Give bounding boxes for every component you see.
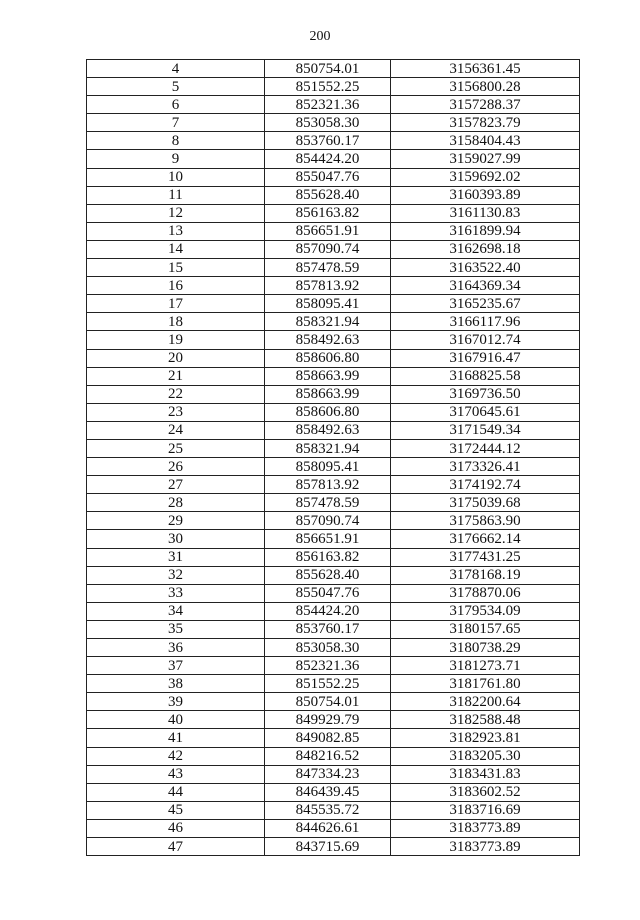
y-coordinate-cell: 3163522.40 <box>391 259 580 277</box>
point-number-cell: 33 <box>87 584 265 602</box>
point-number-cell: 20 <box>87 349 265 367</box>
y-coordinate-cell: 3159692.02 <box>391 168 580 186</box>
table-row <box>87 186 580 204</box>
point-number-cell: 16 <box>87 277 265 295</box>
y-coordinate-cell: 3183205.30 <box>391 747 580 765</box>
point-number-cell: 24 <box>87 421 265 439</box>
table-row <box>87 349 580 367</box>
point-number-cell: 15 <box>87 259 265 277</box>
table-row <box>87 331 580 349</box>
y-coordinate-cell: 3183716.69 <box>391 801 580 819</box>
table-row <box>87 801 580 819</box>
table-row <box>87 675 580 693</box>
x-coordinate-cell: 854424.20 <box>265 602 391 620</box>
x-coordinate-cell: 855628.40 <box>265 186 391 204</box>
table-row <box>87 512 580 530</box>
y-coordinate-cell: 3181761.80 <box>391 675 580 693</box>
x-coordinate-cell: 851552.25 <box>265 675 391 693</box>
y-coordinate-cell: 3167012.74 <box>391 331 580 349</box>
x-coordinate-cell: 853760.17 <box>265 620 391 638</box>
table-row <box>87 548 580 566</box>
table-row <box>87 458 580 476</box>
point-number-cell: 8 <box>87 132 265 150</box>
point-number-cell: 31 <box>87 548 265 566</box>
x-coordinate-cell: 856163.82 <box>265 548 391 566</box>
x-coordinate-cell: 850754.01 <box>265 693 391 711</box>
table-row <box>87 584 580 602</box>
y-coordinate-cell: 3159027.99 <box>391 150 580 168</box>
x-coordinate-cell: 858095.41 <box>265 295 391 313</box>
y-coordinate-cell: 3178870.06 <box>391 584 580 602</box>
point-number-cell: 21 <box>87 367 265 385</box>
x-coordinate-cell: 852321.36 <box>265 96 391 114</box>
point-number-cell: 18 <box>87 313 265 331</box>
x-coordinate-cell: 844626.61 <box>265 819 391 837</box>
table-row <box>87 765 580 783</box>
x-coordinate-cell: 857478.59 <box>265 494 391 512</box>
y-coordinate-cell: 3182923.81 <box>391 729 580 747</box>
x-coordinate-cell: 855047.76 <box>265 168 391 186</box>
x-coordinate-cell: 858321.94 <box>265 313 391 331</box>
table-row <box>87 711 580 729</box>
x-coordinate-cell: 849929.79 <box>265 711 391 729</box>
y-coordinate-cell: 3183773.89 <box>391 838 580 856</box>
table-row <box>87 639 580 657</box>
table-row <box>87 385 580 403</box>
x-coordinate-cell: 858321.94 <box>265 439 391 457</box>
y-coordinate-cell: 3161899.94 <box>391 222 580 240</box>
table-row <box>87 367 580 385</box>
table-row <box>87 240 580 258</box>
point-number-cell: 40 <box>87 711 265 729</box>
x-coordinate-cell: 858663.99 <box>265 385 391 403</box>
y-coordinate-cell: 3181273.71 <box>391 657 580 675</box>
table-row <box>87 60 580 78</box>
table-row <box>87 313 580 331</box>
table-row <box>87 494 580 512</box>
y-coordinate-cell: 3165235.67 <box>391 295 580 313</box>
point-number-cell: 5 <box>87 78 265 96</box>
x-coordinate-cell: 845535.72 <box>265 801 391 819</box>
y-coordinate-cell: 3176662.14 <box>391 530 580 548</box>
y-coordinate-cell: 3174192.74 <box>391 476 580 494</box>
table-row <box>87 114 580 132</box>
point-number-cell: 27 <box>87 476 265 494</box>
y-coordinate-cell: 3158404.43 <box>391 132 580 150</box>
page-number: 200 <box>309 29 331 44</box>
point-number-cell: 30 <box>87 530 265 548</box>
table-row <box>87 96 580 114</box>
table-row <box>87 78 580 96</box>
y-coordinate-cell: 3173326.41 <box>391 458 580 476</box>
point-number-cell: 9 <box>87 150 265 168</box>
x-coordinate-cell: 857478.59 <box>265 259 391 277</box>
point-number-cell: 26 <box>87 458 265 476</box>
y-coordinate-cell: 3170645.61 <box>391 403 580 421</box>
y-coordinate-cell: 3171549.34 <box>391 421 580 439</box>
point-number-cell: 34 <box>87 602 265 620</box>
y-coordinate-cell: 3179534.09 <box>391 602 580 620</box>
y-coordinate-cell: 3178168.19 <box>391 566 580 584</box>
table-row <box>87 783 580 801</box>
point-number-cell: 28 <box>87 494 265 512</box>
table-row <box>87 657 580 675</box>
y-coordinate-cell: 3183773.89 <box>391 819 580 837</box>
table-row <box>87 439 580 457</box>
y-coordinate-cell: 3182588.48 <box>391 711 580 729</box>
x-coordinate-cell: 854424.20 <box>265 150 391 168</box>
y-coordinate-cell: 3156361.45 <box>391 60 580 78</box>
x-coordinate-cell: 851552.25 <box>265 78 391 96</box>
point-number-cell: 46 <box>87 819 265 837</box>
point-number-cell: 35 <box>87 620 265 638</box>
point-number-cell: 19 <box>87 331 265 349</box>
y-coordinate-cell: 3180738.29 <box>391 639 580 657</box>
point-number-cell: 43 <box>87 765 265 783</box>
y-coordinate-cell: 3182200.64 <box>391 693 580 711</box>
table-row <box>87 476 580 494</box>
y-coordinate-cell: 3169736.50 <box>391 385 580 403</box>
table-row <box>87 819 580 837</box>
table-row <box>87 295 580 313</box>
point-number-cell: 29 <box>87 512 265 530</box>
x-coordinate-cell: 853760.17 <box>265 132 391 150</box>
x-coordinate-cell: 858606.80 <box>265 349 391 367</box>
table-row <box>87 403 580 421</box>
x-coordinate-cell: 858492.63 <box>265 331 391 349</box>
y-coordinate-cell: 3162698.18 <box>391 240 580 258</box>
table-row <box>87 168 580 186</box>
table-row <box>87 566 580 584</box>
point-number-cell: 42 <box>87 747 265 765</box>
x-coordinate-cell: 848216.52 <box>265 747 391 765</box>
x-coordinate-cell: 857090.74 <box>265 240 391 258</box>
y-coordinate-cell: 3160393.89 <box>391 186 580 204</box>
point-number-cell: 17 <box>87 295 265 313</box>
y-coordinate-cell: 3180157.65 <box>391 620 580 638</box>
y-coordinate-cell: 3166117.96 <box>391 313 580 331</box>
x-coordinate-cell: 850754.01 <box>265 60 391 78</box>
y-coordinate-cell: 3172444.12 <box>391 439 580 457</box>
y-coordinate-cell: 3164369.34 <box>391 277 580 295</box>
table-row <box>87 620 580 638</box>
x-coordinate-cell: 843715.69 <box>265 838 391 856</box>
point-number-cell: 13 <box>87 222 265 240</box>
point-number-cell: 12 <box>87 204 265 222</box>
coordinates-table <box>86 59 580 856</box>
y-coordinate-cell: 3161130.83 <box>391 204 580 222</box>
point-number-cell: 25 <box>87 439 265 457</box>
point-number-cell: 4 <box>87 60 265 78</box>
point-number-cell: 11 <box>87 186 265 204</box>
point-number-cell: 41 <box>87 729 265 747</box>
table-row <box>87 277 580 295</box>
x-coordinate-cell: 852321.36 <box>265 657 391 675</box>
x-coordinate-cell: 858492.63 <box>265 421 391 439</box>
point-number-cell: 45 <box>87 801 265 819</box>
x-coordinate-cell: 855628.40 <box>265 566 391 584</box>
point-number-cell: 23 <box>87 403 265 421</box>
x-coordinate-cell: 857813.92 <box>265 476 391 494</box>
x-coordinate-cell: 847334.23 <box>265 765 391 783</box>
table-row <box>87 747 580 765</box>
table-row <box>87 421 580 439</box>
x-coordinate-cell: 857813.92 <box>265 277 391 295</box>
point-number-cell: 39 <box>87 693 265 711</box>
x-coordinate-cell: 858606.80 <box>265 403 391 421</box>
table-row <box>87 838 580 856</box>
point-number-cell: 22 <box>87 385 265 403</box>
x-coordinate-cell: 846439.45 <box>265 783 391 801</box>
y-coordinate-cell: 3157823.79 <box>391 114 580 132</box>
table-row <box>87 204 580 222</box>
y-coordinate-cell: 3168825.58 <box>391 367 580 385</box>
y-coordinate-cell: 3183431.83 <box>391 765 580 783</box>
x-coordinate-cell: 856163.82 <box>265 204 391 222</box>
table-row <box>87 150 580 168</box>
x-coordinate-cell: 856651.91 <box>265 530 391 548</box>
table-row <box>87 259 580 277</box>
y-coordinate-cell: 3157288.37 <box>391 96 580 114</box>
point-number-cell: 14 <box>87 240 265 258</box>
point-number-cell: 10 <box>87 168 265 186</box>
y-coordinate-cell: 3156800.28 <box>391 78 580 96</box>
point-number-cell: 37 <box>87 657 265 675</box>
table-row <box>87 222 580 240</box>
point-number-cell: 6 <box>87 96 265 114</box>
point-number-cell: 38 <box>87 675 265 693</box>
x-coordinate-cell: 858663.99 <box>265 367 391 385</box>
point-number-cell: 36 <box>87 639 265 657</box>
y-coordinate-cell: 3177431.25 <box>391 548 580 566</box>
x-coordinate-cell: 858095.41 <box>265 458 391 476</box>
table-row <box>87 693 580 711</box>
y-coordinate-cell: 3167916.47 <box>391 349 580 367</box>
x-coordinate-cell: 853058.30 <box>265 114 391 132</box>
x-coordinate-cell: 853058.30 <box>265 639 391 657</box>
table-row <box>87 132 580 150</box>
table-row <box>87 602 580 620</box>
table-row <box>87 530 580 548</box>
x-coordinate-cell: 855047.76 <box>265 584 391 602</box>
y-coordinate-cell: 3183602.52 <box>391 783 580 801</box>
point-number-cell: 32 <box>87 566 265 584</box>
y-coordinate-cell: 3175039.68 <box>391 494 580 512</box>
table-row <box>87 729 580 747</box>
point-number-cell: 7 <box>87 114 265 132</box>
y-coordinate-cell: 3175863.90 <box>391 512 580 530</box>
coordinates-table-body <box>87 60 580 856</box>
point-number-cell: 44 <box>87 783 265 801</box>
x-coordinate-cell: 856651.91 <box>265 222 391 240</box>
point-number-cell: 47 <box>87 838 265 856</box>
x-coordinate-cell: 857090.74 <box>265 512 391 530</box>
x-coordinate-cell: 849082.85 <box>265 729 391 747</box>
